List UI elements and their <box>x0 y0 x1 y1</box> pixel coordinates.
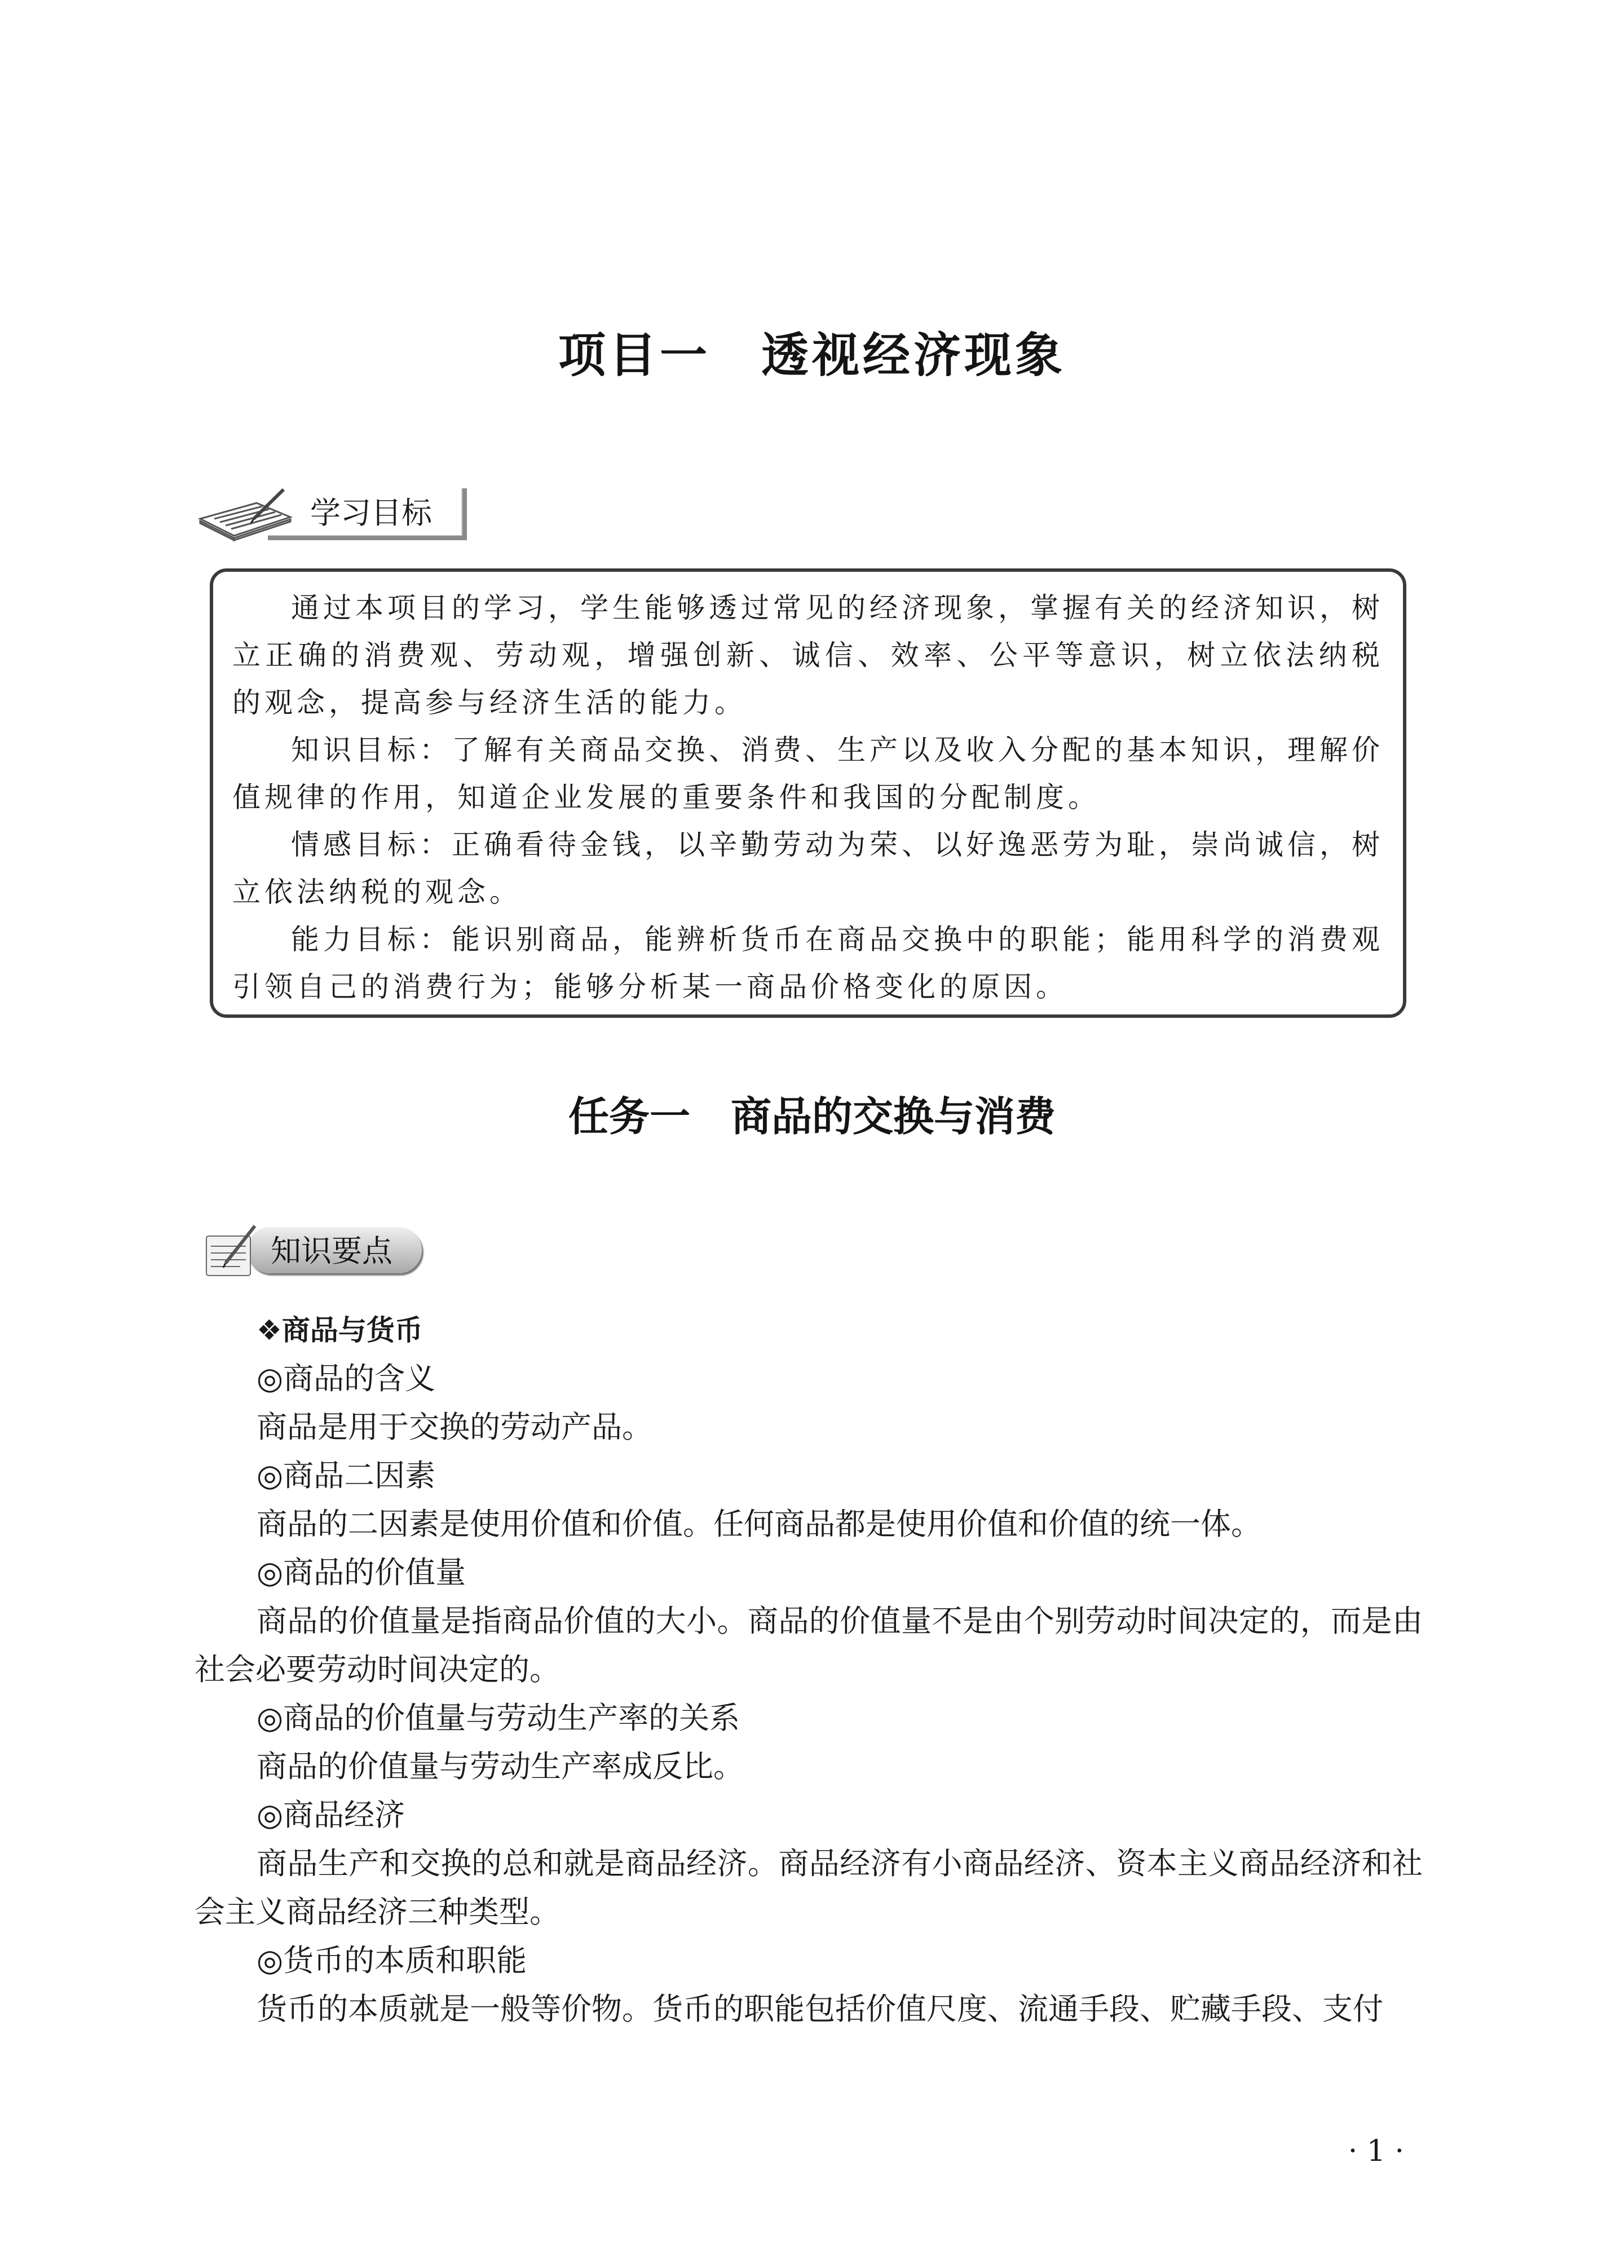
body-text: 商品生产和交换的总和就是商品经济。商品经济有小商品经济、资本主义商品经济和社会主义商品经济三种类型。 <box>195 1846 1423 1930</box>
body-text: 商品是用于交换的劳动产品。 <box>257 1409 652 1445</box>
knowledge-points-header <box>203 1224 429 1280</box>
body-text: 商品的二因素是使用价值和价值。任何商品都是使用价值和价值的统一体。 <box>257 1506 1261 1542</box>
knowledge-content <box>195 1306 1423 2033</box>
subtitle: ◎货币的本质和职能 <box>257 1943 527 1978</box>
learning-objectives-box <box>210 568 1406 1018</box>
page-number: · 1 · <box>1348 2134 1404 2168</box>
subtitle: ◎商品经济 <box>257 1797 405 1833</box>
main-heading: ❖商品与货币 <box>257 1314 423 1347</box>
body-text: 货币的本质就是一般等价物。货币的职能包括价值尺度、流通手段、贮藏手段、支付 <box>257 1991 1383 2027</box>
notepad-pen-icon <box>203 1224 271 1280</box>
notebook-pen-icon <box>195 486 307 542</box>
subtitle: ◎商品的价值量 <box>257 1555 466 1590</box>
body-text: 商品的价值量是指商品价值的大小。商品的价值量不是由个别劳动时间决定的，而是由社会必要劳动时间决定的。 <box>195 1603 1423 1687</box>
body-text: 商品的价值量与劳动生产率成反比。 <box>257 1749 744 1784</box>
subtitle: ◎商品的价值量与劳动生产率的关系 <box>257 1700 740 1736</box>
subtitle: ◎商品的含义 <box>257 1361 436 1396</box>
page-title: 项目一 透视经济现象 <box>558 328 1066 383</box>
task-title: 任务一 商品的交换与消费 <box>568 1092 1056 1140</box>
knowledge-points-label: 知识要点 <box>271 1233 392 1269</box>
objective-paragraph: 情感目标：正确看待金钱，以辛勤劳动为荣、以好逸恶劳为耻，崇尚诚信，树立依法纳税的观念。 <box>232 828 1384 908</box>
objective-paragraph: 能力目标：能识别商品，能辨析货币在商品交换中的职能；能用科学的消费观引领自己的消费行为；能够分析某一商品价格变化的原因。 <box>232 923 1384 1003</box>
objective-paragraph: 通过本项目的学习，学生能够透过常见的经济现象，掌握有关的经济知识，树立正确的消费观、劳动观，增强创新、诚信、效率、公平等意识，树立依法纳税的观念，提高参与经济生活的能力。 <box>232 592 1384 719</box>
objective-paragraph: 知识目标：了解有关商品交换、消费、生产以及收入分配的基本知识，理解价值规律的作用，知道企业发展的重要条件和我国的分配制度。 <box>232 734 1384 814</box>
subtitle: ◎商品二因素 <box>257 1458 436 1493</box>
learning-objectives-label: 学习目标 <box>310 495 432 531</box>
learning-objectives-header <box>195 486 476 542</box>
